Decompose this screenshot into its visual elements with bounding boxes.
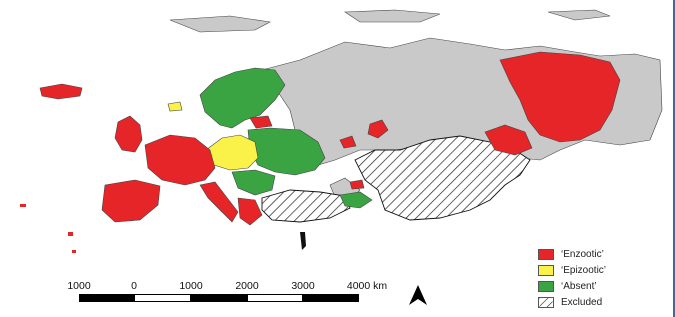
map-legend (538, 246, 668, 310)
enzootic-swatch (538, 249, 554, 260)
legend-item-excluded (538, 294, 668, 310)
absent-swatch (538, 281, 554, 292)
greece-enzootic (238, 198, 262, 225)
scale-segment (303, 294, 359, 302)
scale-label: 3000 (291, 280, 315, 292)
western-europe-enzootic (145, 135, 215, 185)
iberia-enzootic (102, 180, 160, 222)
caucasus-absent (340, 192, 372, 208)
azores (68, 232, 73, 236)
scale-label: 1000 (179, 280, 203, 292)
balkans-absent (232, 170, 275, 195)
cyprus-enzootic (350, 180, 364, 189)
legend-label: ‘Enzootic’ (561, 248, 604, 260)
scale-segment (191, 294, 247, 302)
legend-item-enzootic (538, 246, 668, 262)
arctic-islands-2 (345, 10, 440, 22)
canary-islands (20, 204, 26, 207)
turkey-excluded (262, 190, 350, 222)
north-arrow-icon (406, 283, 430, 307)
scale-label: 0 (131, 280, 137, 292)
iceland-enzootic (40, 84, 82, 99)
legend-label: ‘Absent’ (561, 280, 597, 292)
scale-label: 1000 (67, 280, 91, 292)
scale-segment (79, 294, 134, 302)
scale-bar (60, 280, 410, 304)
arctic-islands (170, 16, 270, 32)
scale-label: 2000 (235, 280, 259, 292)
legend-item-epizootic (538, 262, 668, 278)
sinai-shape (300, 232, 306, 250)
baltic-enzootic (250, 116, 272, 128)
scale-segment (247, 294, 303, 302)
italy-enzootic (200, 182, 238, 222)
small-epizootic (168, 102, 182, 111)
scale-label: 4000 km (346, 280, 388, 292)
legend-label: ‘Epizootic’ (561, 264, 607, 276)
legend-label: Excluded (561, 296, 603, 308)
scale-segment (134, 294, 191, 302)
arctic-islands-3 (548, 10, 610, 20)
scandinavia-absent (200, 68, 285, 128)
british-isles-enzootic (115, 116, 142, 152)
madeira (72, 250, 76, 253)
epizootic-swatch (538, 265, 554, 276)
excluded-swatch (538, 297, 554, 308)
legend-item-absent (538, 278, 668, 294)
